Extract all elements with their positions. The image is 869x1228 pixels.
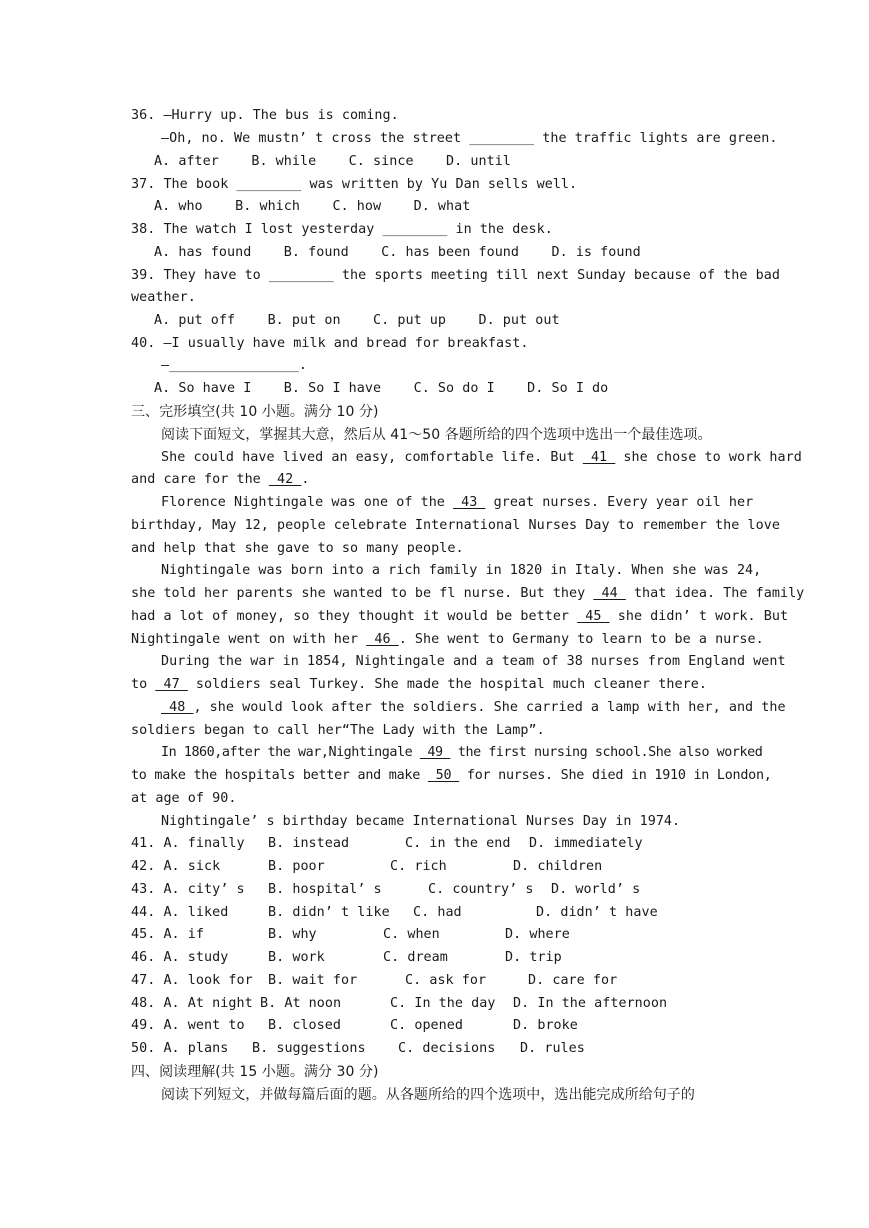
q36-stem: 36. —Hurry up. The bus is coming. [131, 108, 399, 123]
blank-44: 44 [593, 586, 626, 601]
cloze-para1-line1: She could have lived an easy, comfortable life. But 41 she chose to work hard [161, 450, 802, 465]
options-45: 45. A. if B. why C. when D. where [131, 927, 570, 942]
blank-48: 48 [161, 700, 194, 715]
q39-stem: 39. They have to ________ the sports meeting till next Sunday because of the bad [131, 268, 780, 283]
options-41: 41. A. finally B. instead C. in the end D. immediately [131, 836, 643, 851]
reading-instruction: 阅读下列短文，并做每篇后面的题。从各题所给的四个选项中，选出能完成所给句子的 [161, 1087, 695, 1103]
options-47: 47. A. look for B. wait for C. ask for D. care for [131, 973, 618, 988]
blank-43: 43 [453, 495, 486, 510]
cloze-para7: Nightingale’ s birthday became International Nurses Day in 1974. [161, 814, 681, 829]
cloze-para6-line2: to make the hospitals better and make 50 for nurses. She died in 1910 in London, [131, 768, 772, 783]
cloze-para4-line1: During the war in 1854, Nightingale and a team of 38 nurses from England went [161, 654, 786, 669]
cloze-para6-line1: In 1860,after the war,Nightingale 49 the first nursing school.She also worked [161, 745, 763, 760]
blank-46: 46 [366, 632, 399, 647]
blank-50: 50 [427, 768, 460, 783]
cloze-heading: 三、完形填空(共 10 小题。满分 10 分) [131, 404, 379, 420]
q39-options: A. put off B. put on C. put up D. put out [154, 313, 560, 328]
cloze-para3-line1: Nightingale was born into a rich family in 1820 in Italy. When she was 24, [161, 563, 762, 578]
cloze-para3-line2: she told her parents she wanted to be fl nurse. But they 44 that idea. The family [131, 586, 805, 601]
q36-options: A. after B. while C. since D. until [154, 154, 511, 169]
q40-stem: 40. —I usually have milk and bread for breakfast. [131, 336, 529, 351]
q39-stem-cont: weather. [131, 290, 196, 305]
blank-45: 45 [577, 609, 610, 624]
cloze-para3-line4: Nightingale went on with her 46 . She went to Germany to learn to be a nurse. [131, 632, 764, 647]
cloze-para5-line1: 48 , she would look after the soldiers. She carried a lamp with her, and the [161, 700, 786, 715]
q40-reply: —________________. [161, 358, 308, 373]
options-49: 49. A. went to B. closed C. opened D. broke [131, 1018, 578, 1033]
options-48: 48. A. At night B. At noon C. In the day D. In the afternoon [131, 996, 668, 1011]
options-50: 50. A. plans B. suggestions C. decisions D. rules [131, 1041, 585, 1056]
q38-options: A. has found B. found C. has been found D. is found [154, 245, 641, 260]
options-43: 43. A. city’ s B. hospital’ s C. country’ s D. world’ s [131, 882, 641, 897]
cloze-para3-line3: had a lot of money, so they thought it would be better 45 she didn’ t work. But [131, 609, 789, 624]
q38-stem: 38. The watch I lost yesterday ________ in the desk. [131, 222, 553, 237]
q36-reply: —Oh, no. We mustn’ t cross the street ________ the traffic lights are green. [161, 131, 778, 146]
cloze-para6-line3: at age of 90. [131, 791, 237, 806]
cloze-para1-line2: and care for the 42 . [131, 472, 310, 487]
blank-41: 41 [582, 450, 616, 465]
blank-49: 49 [419, 745, 451, 760]
options-46: 46. A. study B. work C. dream D. trip [131, 950, 562, 965]
q37-stem: 37. The book ________ was written by Yu Dan sells well. [131, 177, 578, 192]
cloze-para4-line2: to 47 soldiers seal Turkey. She made the hospital much cleaner there. [131, 677, 707, 692]
cloze-para2-line2: birthday, May 12, people celebrate International Nurses Day to remember the love [131, 518, 780, 533]
q37-options: A. who B. which C. how D. what [154, 199, 471, 214]
cloze-para2-line1: Florence Nightingale was one of the 43 great nurses. Every year oil her [161, 495, 754, 510]
cloze-instruction: 阅读下面短文，掌握其大意，然后从 41～50 各题所给的四个选项中选出一个最佳选项。 [161, 427, 712, 443]
cloze-para2-line3: and help that she gave to so many people. [131, 541, 464, 556]
cloze-para5-line2: soldiers began to call her“The Lady with the Lamp”. [131, 723, 545, 738]
options-44: 44. A. liked B. didn’ t like C. had D. didn’ t have [131, 905, 658, 920]
blank-42: 42 [268, 472, 302, 487]
blank-47: 47 [155, 677, 188, 692]
options-42: 42. A. sick B. poor C. rich D. children [131, 859, 603, 874]
q40-options: A. So have I B. So I have C. So do I D. So I do [154, 381, 609, 396]
reading-heading: 四、阅读理解(共 15 小题。满分 30 分) [131, 1064, 379, 1080]
